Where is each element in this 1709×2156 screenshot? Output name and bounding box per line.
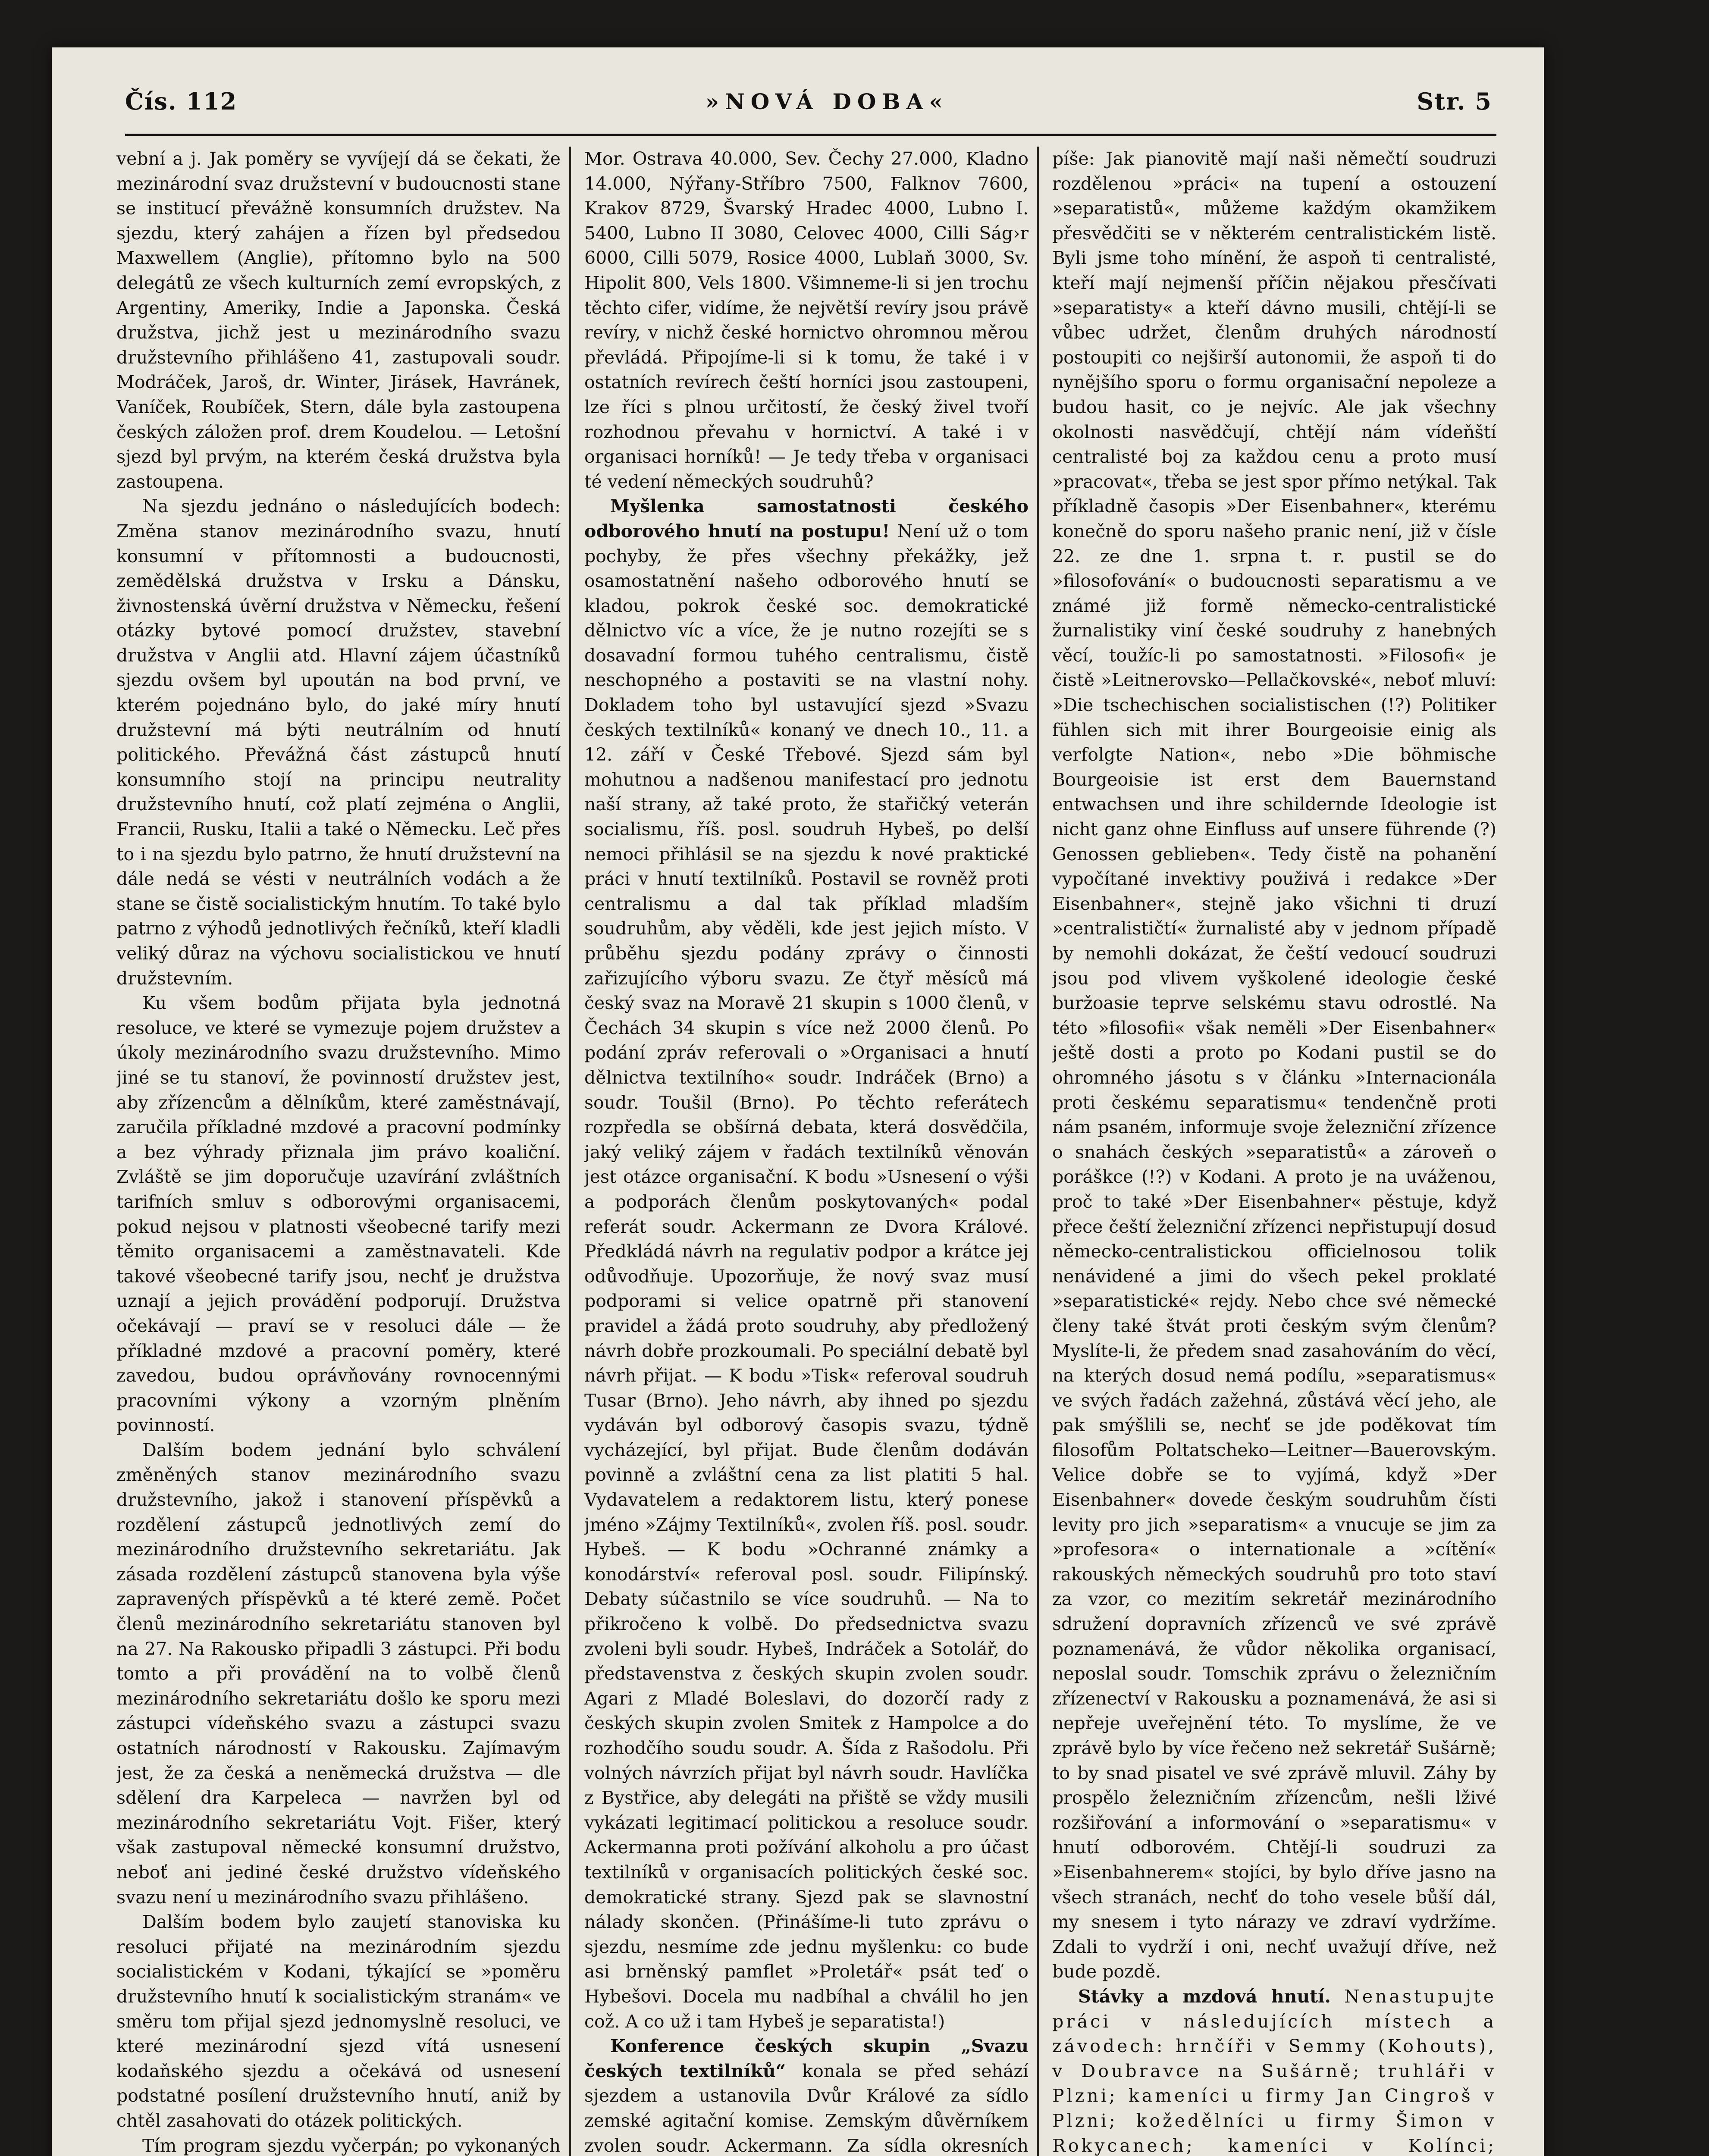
article-text: Není už o tom pochyby, že přes všechny překážky, jež osamostatnění našeho odborového hnutí se kladou, pokrok české soc. demokratické dělnictvo víc a více, že je nutno rozejíti se s dosavadní formou tuhého centralismu, čistě neschopného a postaviti se na vlastní nohy. Dokladem toho byl ustavující sjezd »Svazu českých textilníků« konaný ve dnech 10., 11. a 12. září v České Třebové. Sjezd sám byl mohutnou a nadšenou manifestací pro jednotu naší strany, až také proto, že stařičký veterán socialismu, říš. posl. soudruh Hybeš, po delší nemoci přihlásil se na sjezdu k nové praktické práci v hnutí textilníků. Postavil se rovněž proti centralismu a dal tak příklad mladším soudruhům, aby věděli, kde jest jejich místo. V průběhu sjezdu podány zprávy o činnosti zařizujícího výboru svazu. Ze čtyř měsíců má český svaz na Moravě 21 skupin s 1000 členů, v Čechách 34 skupin s více než 2000 členů. Po podání zpráv referovali o »Organisaci a hnutí dělnictva textilního« soudr. Indráček (Brno) a soudr. Toušil (Brno). Po těchto referátech rozpředla se obšírná debata, která dosvědčila, jaký veliký zájem v řadách textilníků věnován jest otázce organisační. K bodu »Usnesení o výši a podporách členům poskytovaných« podal referát soudr. Ackermann ze Dvora Králové. Předkládá návrh na regulativ podpor a krátce jej odůvodňuje. Upozorňuje, že nový svaz musí podporami si velice opatrně při stanovení pravidel a žádá proto soudruhy, aby předložený návrh dobře prozkoumali. Po speciální debatě byl návrh přijat. — K bodu »Tisk« referoval soudruh Tusar (Brno). Jeho návrh, aby ihned po sjezdu vydáván byl odborový časopis svazu, týdně vycházející, byl přijat. Bude členům dodáván povinně a zvláštní cena za list platiti 5 hal. Vydavatelem a redaktorem listu, který ponese jméno »Zájmy Textilníků«, zvolen říš. posl. soudr. Hybeš. — K bodu »Ochranné známky a konodárství« referoval posl. soudr. Filipínský. Debaty súčastnilo se více soudruhů. — Na to přikročeno k volbě. Do předsednictva svazu zvoleni byli soudr. Hybeš, Indráček a Sotolář, do představenstva z českých skupin zvolen soudr. Agari z Mladé Boleslavi, do dozorčí rady z českých skupin zvolen Smitek z Hampolce a do rozhodčího soudu soudr. A. Šída z Rašodolu. Při volných návrzích přijat byl návrh soudr. Havlíčka z Bystřice, aby delegáti na přiště se vždy musili vykázati legitimací politickou a resoluce soudr. Ackermanna proti požívání alkoholu a pro účast textilníků v organisacích politických české soc. demokratické strany. Sjezd pak se slavnostní nálady skončen. (Přinášíme-li tuto zprávu o sjezdu, nesmíme zde jednu myšlenku: co bude asi brněnský pamflet »Proletář« psát teď o Hybešovi. Docela mu nadbíhal a chválil ho jen což. A co už i tam Hybeš je separatista!) bbox=[584, 520, 1029, 2032]
page-header bbox=[125, 78, 1492, 125]
column-3 bbox=[1052, 147, 1496, 2156]
masthead: »NOVÁ DOBA« bbox=[705, 88, 949, 114]
page-number: Str. 5 bbox=[1417, 88, 1492, 115]
article-heading: Stávky a mzdová hnutí. bbox=[1078, 1986, 1331, 2007]
column-2 bbox=[584, 147, 1029, 2156]
article-heading: Konference českých skupin „Svazu českých textilníků“ bbox=[584, 2036, 1029, 2081]
column-1 bbox=[116, 147, 561, 2156]
paragraph: Tím program sjezdu vyčerpán; po vykonaných bbox=[142, 2135, 561, 2156]
column-divider bbox=[569, 147, 571, 2156]
column-divider bbox=[1037, 147, 1039, 2156]
paragraph: píše: Jak pianovitě mají naši němečtí soudruzi rozdělenou »práci« na tupení a ostouzení »separatistů«, můžeme každým okamžikem přesvědčiti se v některém centralistickém listě. Byli jsme toho mínění, že aspoň ti centralisté, kteří mají nejmenší příčin nějakou přesčívati »separatisty« a kteří dávno musili, chtějí-li se vůbec udržet, členům druhých národností postoupiti co nejširší autonomii, že aspoň ti do nynějšího sporu o formu organisační nepoleze a budou hasit, co je nejvíc. Ale jak všechny okolnosti nasvědčují, chtějí nám vídeňští centralisté boj za každou cenu a proto musí »pracovat«, třeba se jest spor přímo netýkal. Tak příkladně časopis »Der Eisenbahner«, kterému konečně do sporu našeho pranic není, již v čísle 22. ze dne 1. srpna t. r. pustil se do »filosofování« o budoucnosti separatismu a ve známé již formě německo-centralistické žurnalistiky viní české soudruhy z hanebných věcí, toužíc-li po samostatnosti. »Filosofi« je čistě »Leitnerovsko—Pellačkovské«, neboť mluví: »Die tschechischen socialistischen (!?) Politiker fühlen sich mit ihrer Bourgeoisie einig als verfolgte Nation«, nebo »Die böhmische Bourgeoisie ist erst dem Bauernstand entwachsen und ihre schildernde Ideologie ist nicht ganz ohne Einfluss auf unsere führende (?) Genossen geblieben«. Tedy čistě na pohanění vypočítané invektivy použivá i redakce »Der Eisenbahner«, stejně jako všichni ti druzí »centralističtí« žurnalisté aby v jednom případě by nemohli dokázat, že čeští vedoucí soudruzi jsou pod vlivem vyškolené ideologie české buržoasie teprve selskému stavu odrostlé. Na této »filosofii« však neměli »Der Eisenbahner« ještě dosti a proto po Kodani pustil se do ohromného jásotu s v článku »Internacionála proti českému separatismu« tendenčně proti nám psaném, informuje svoje železniční zřízence o snahách českých »separatistů« a zároveň o poráškce (!?) v Kodani. A proto je na uváženou, proč to také »Der Eisenbahner« pěstuje, když přece čeští železniční zřízenci nepřistupují dosud německo-centralistickou officielnosou tolik nenávidené a jimi do všech pekel proklaté »separatistické« rejdy. Nebo chce své německé členy také štvát proti českým svým členům? Myslíte-li, že předem snad zasahováním do věcí, na kterých dosud nemá podílu, »separatismus« ve svých řadách zažehná, zůstává věcí jeho, ale pak smýšlili se, nechť se jde poděkovat tím filosofům Poltatscheko—Leitner—Bauerovským. Velice dobře se to vyjímá, když »Der Eisenbahner« dovede českým soudruhům čísti levity pro jich »separatism« a vnucuje se jim za »profesora« o internationale a »cítění« rakouských německých soudruhů pro toto staví za vzor, co mezitím sekretář mezinárodního sdružení dopravních zřízenců ve své zprávě poznamenává, že vůdor několika organisací, neposlal soudr. Tomschik zprávu o železničním zřízenectví v Rakousku a poznamenává, že asi si nepřeje uveřejnění této. To myslíme, že ve zprávě bylo by více řečeno než sekretář Sušárně; to by snad pisatel ve své zprávě mluvil. Záhy by prospělo železničním zřízencům, nešli lživé rozšiřování a informování o »separatismu« v hnutí odborovém. Chtějí-li soudruzi za »Eisenbahnerem« stojíci, by bylo dříve jasno na všech stranách, nechť do toho vesele bůší dál, my snesem i tyto nárazy ve zdraví vydržíme. Zdali to vydrží i oni, nechť uvažují dříve, než bude pozdě. bbox=[1052, 148, 1496, 1982]
paragraph: Dalším bodem bylo zaujetí stanoviska ku resoluci přijaté na mezinárodním sjezdu socialistickém v Kodani, týkající se »poměru družstevního hnutí k socialistickým stranám« ve směru tom přijal sjezd jednomyslně resoluci, ve které mezinárodní sjezd vítá usnesení kodaňského sjezdu a očekává od usnesení podstatné posílení družstevního hnutí, aniž by chtěl zasahovati do otázek politických. bbox=[116, 1912, 561, 2131]
article-text: konala se před sehází sjezdem a ustanovila Dvůr Králové za sídlo zemské agitační komise. Zemským důvěrníkem zvolen soudr. Ackermann. Za sídla okresních bbox=[584, 2060, 1029, 2156]
newspaper-page bbox=[52, 47, 1544, 2156]
article-text: Nenastupujte práci v následujících místech a závodech: hrnčíři v Semmy (Kohouts), v Doubravce na Sušárně; truhláři v Plzni; kameníci u firmy Jan Cingroš v Plzni; kožedělníci u firmy Šimon v Rokycanech; kameníci v Kolínci; bbox=[1052, 1986, 1496, 2156]
paragraph: vební a j. Jak poměry se vyvíjejí dá se čekati, že mezinárodní svaz družstevní v budoucnosti stane se institucí převážně konsumních družstev. Na sjezdu, který zahájen a řízen byl předsedou Maxwellem (Anglie), přítomno bylo na 500 delegátů ze všech kulturních zemí evropských, z Argentiny, Ameriky, Indie a Japonska. Česká družstva, jichž jest u mezinárodního svazu družstevního přihlášeno 41, zastupovali soudr. Modráček, Jaroš, dr. Winter, Jirásek, Havránek, Vaníček, Roubíček, Stern, dále byla zastoupena českých záložen prof. drem Koudelou. — Letošní sjezd byl prvým, na kterém česká družstva byla zastoupena. bbox=[116, 148, 561, 492]
header-rule bbox=[125, 134, 1496, 136]
issue-number: Čís. 112 bbox=[125, 88, 238, 115]
paragraph: Ku všem bodům přijata byla jednotná resoluce, ve které se vymezuje pojem družstev a úkoly mezinárodního svazu družstevního. Mimo jiné se tu stanoví, že povinností družstev jest, aby zřízencům a dělníkům, které zaměstnávají, zaručila příkladné mzdové a pracovní podmínky a bez výhrady přiznala jim právo koaliční. Zvláště se jim doporučuje uzavírání zvláštních tarifních smluv s odborovými organisacemi, pokud nejsou v platnosti všeobecné tarify mezi těmito organisacemi a zaměstnavateli. Kde takové všeobecné tarify jsou, nechť je družstva uznají a jejich provádění podporují. Družstva očekávají — praví se v resoluci dále — že příkladné mzdové a pracovní poměry, které zavedou, budou oprávňovány rovnocennými pracovními výkony a vzorným plněním povinností. bbox=[116, 993, 561, 1436]
paragraph: Dalším bodem jednání bylo schválení změněných stanov mezinárodního svazu družstevního, jakož i stanovení příspěvků a rozdělení zástupců jednotlivých zemí do mezinárodního družstevního sekretariátu. Jak zásada rozdělení zástupců stanovena byla výše zapravených příspěvků a té které země. Počet členů mezinárodního sekretariátu stanoven byl na 27. Na Rakousko připadli 3 zástupci. Při bodu tomto a při provádění na to volbě členů mezinárodního sekretariátu došlo ke sporu mezi zástupci vídeňského svazu a zástupci svazu ostatních národností v Rakousku. Zajímavým jest, že za česká a neněmecká družstva — dle sdělení dra Karpeleса — navržen byl od mezinárodního sekretariátu Vojt. Fišer, který však zastupoval německé konsumní družstvo, neboť ani jediné české družstvo vídeňského svazu není u mezinárodního svazu přihlášeno. bbox=[116, 1439, 561, 1908]
paragraph: Na sjezdu jednáno o následujících bodech: Změna stanov mezinárodního svazu, hnutí konsumní v přítomnosti a budoucnosti, zemědělská družstva v Irsku a Dánsku, živnostenská úvěrní družstva v Německu, řešení otázky bytové pomocí družstev, stavební družstva v Anglii atd. Hlavní zájem účastníků sjezdu ovšem byl upoután na bod první, ve kterém pojednáno bylo, do jaké míry hnutí družstevní má býti neutrálním od hnutí politického. Převážná část zástupců hnutí konsumního stojí na principu neutrality družstevního hnutí, což platí zejména o Anglii, Francii, Rusku, Italii a také o Německu. Leč přes to i na sjezdu bylo patrno, že hnutí družstevní na dále nedá se vésti v neutrálních vodách a že stane se čistě socialistickým hnutím. To také bylo patrno z výhodů jednotlivých řečníků, kteří kladli veliký důraz na výchovu socialistickou ve hnutí družstevním. bbox=[116, 496, 561, 989]
paragraph: Mor. Ostrava 40.000, Sev. Čechy 27.000, Kladno 14.000, Nýřany-Stříbro 7500, Falknov 7600, Krakov 8729, Švarský Hradec 4000, Lubno I. 5400, Lubno II 3080, Celovec 4000, Cilli Ság›r 6000, Cilli 5079, Rosice 4000, Lublaň 3000, Sv. Hipolit 800, Vels 1800. Všimneme-li si jen trochu těchto cifer, vidíme, že největší revíry jsou právě revíry, v nichž české hornictvo ohromnou měrou převládá. Připojíme-li si k tomu, že také i v ostatních revírech čeští horníci jsou zastoupeni, lze říci s plnou určitostí, že český živel tvoří rozhodnou převahu v hornictví. A také i v organisaci horníků! — Je tedy třeba v organisaci té vedení německých soudruhů? bbox=[584, 148, 1029, 492]
article-heading: Myšlenka samostatnosti českého odborového hnutí na postupu! bbox=[584, 496, 1029, 542]
